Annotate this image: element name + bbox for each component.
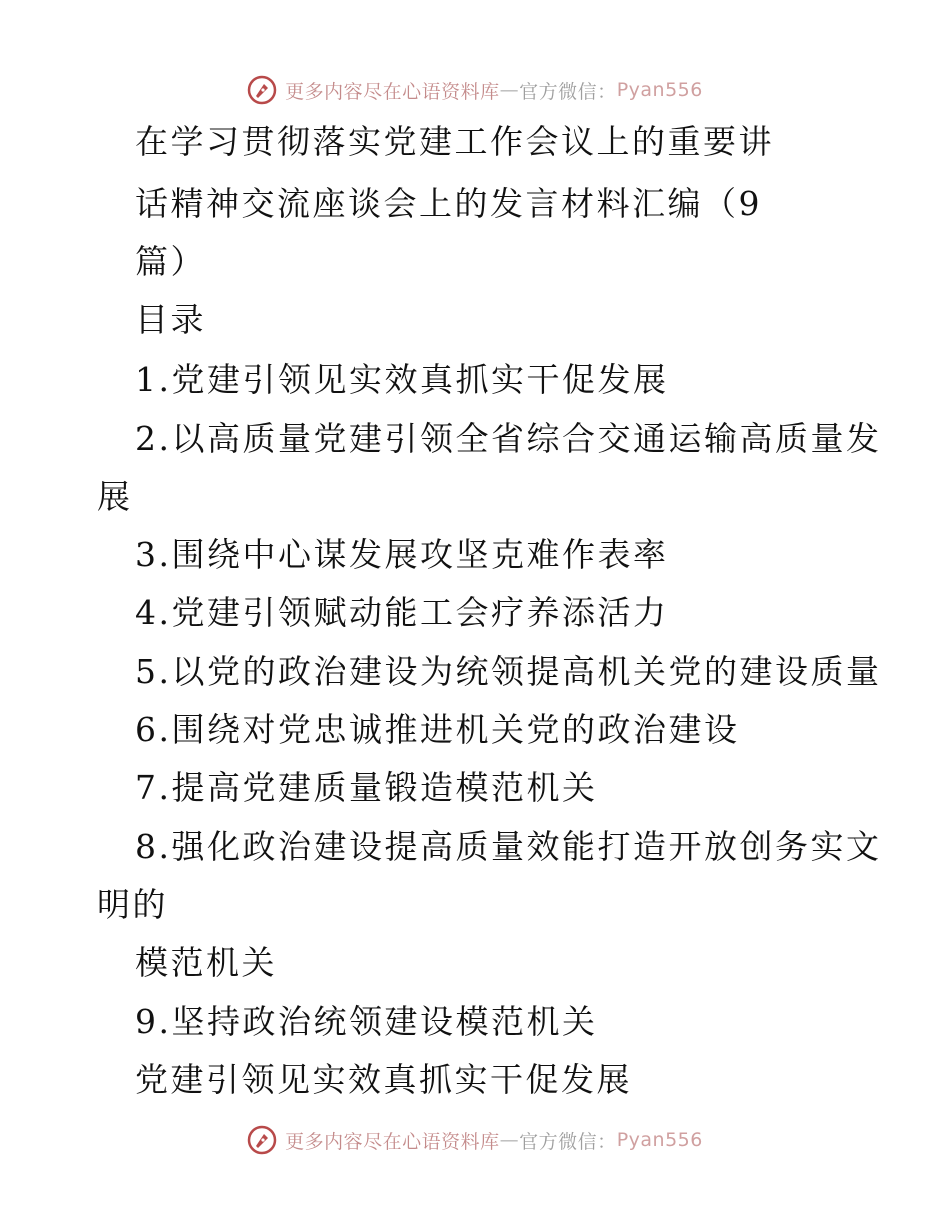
document-title-line-3: 篇） bbox=[135, 242, 206, 281]
toc-item-8-continued: 明的 bbox=[97, 885, 168, 924]
toc-item-5: 5.以党的政治建设为统领提高机关党的建设质量 bbox=[135, 652, 882, 691]
watermark-separator: — bbox=[499, 79, 520, 101]
pen-nib-logo-icon bbox=[247, 75, 277, 105]
watermark-label: 官方微信： bbox=[519, 80, 617, 103]
footer-watermark bbox=[0, 1120, 950, 1160]
watermark-text: 更多内容尽在心语资料库 bbox=[285, 80, 500, 103]
watermark-id: Pyan556 bbox=[616, 79, 703, 101]
document-title-line-1: 在学习贯彻落实党建工作会议上的重要讲 bbox=[135, 122, 774, 161]
toc-heading: 目录 bbox=[135, 300, 206, 339]
toc-item-9: 9.坚持政治统领建设模范机关 bbox=[135, 1002, 598, 1041]
pen-nib-logo-icon bbox=[247, 1125, 277, 1155]
toc-item-1: 1.党建引领见实效真抓实干促发展 bbox=[135, 360, 669, 399]
watermark-label: 官方微信： bbox=[519, 1130, 617, 1153]
toc-item-2: 2.以高质量党建引领全省综合交通运输高质量发 bbox=[135, 419, 882, 458]
toc-item-4: 4.党建引领赋动能工会疗养添活力 bbox=[135, 593, 669, 632]
toc-item-8-continued-2: 模范机关 bbox=[135, 943, 277, 982]
toc-item-3: 3.围绕中心谋发展攻坚克难作表率 bbox=[135, 535, 669, 574]
section-heading: 党建引领见实效真抓实干促发展 bbox=[135, 1060, 632, 1099]
toc-item-8: 8.强化政治建设提高质量效能打造开放创务实文 bbox=[135, 827, 882, 866]
toc-item-7: 7.提高党建质量锻造模范机关 bbox=[135, 768, 598, 807]
toc-item-2-continued: 展 bbox=[97, 477, 133, 516]
watermark-separator: — bbox=[499, 1129, 520, 1151]
watermark-text: 更多内容尽在心语资料库 bbox=[285, 1130, 500, 1153]
toc-item-6: 6.围绕对党忠诚推进机关党的政治建设 bbox=[135, 710, 740, 749]
header-watermark bbox=[0, 70, 950, 110]
watermark-id: Pyan556 bbox=[616, 1129, 703, 1151]
document-title-line-2: 话精神交流座谈会上的发言材料汇编（9 bbox=[135, 184, 762, 223]
